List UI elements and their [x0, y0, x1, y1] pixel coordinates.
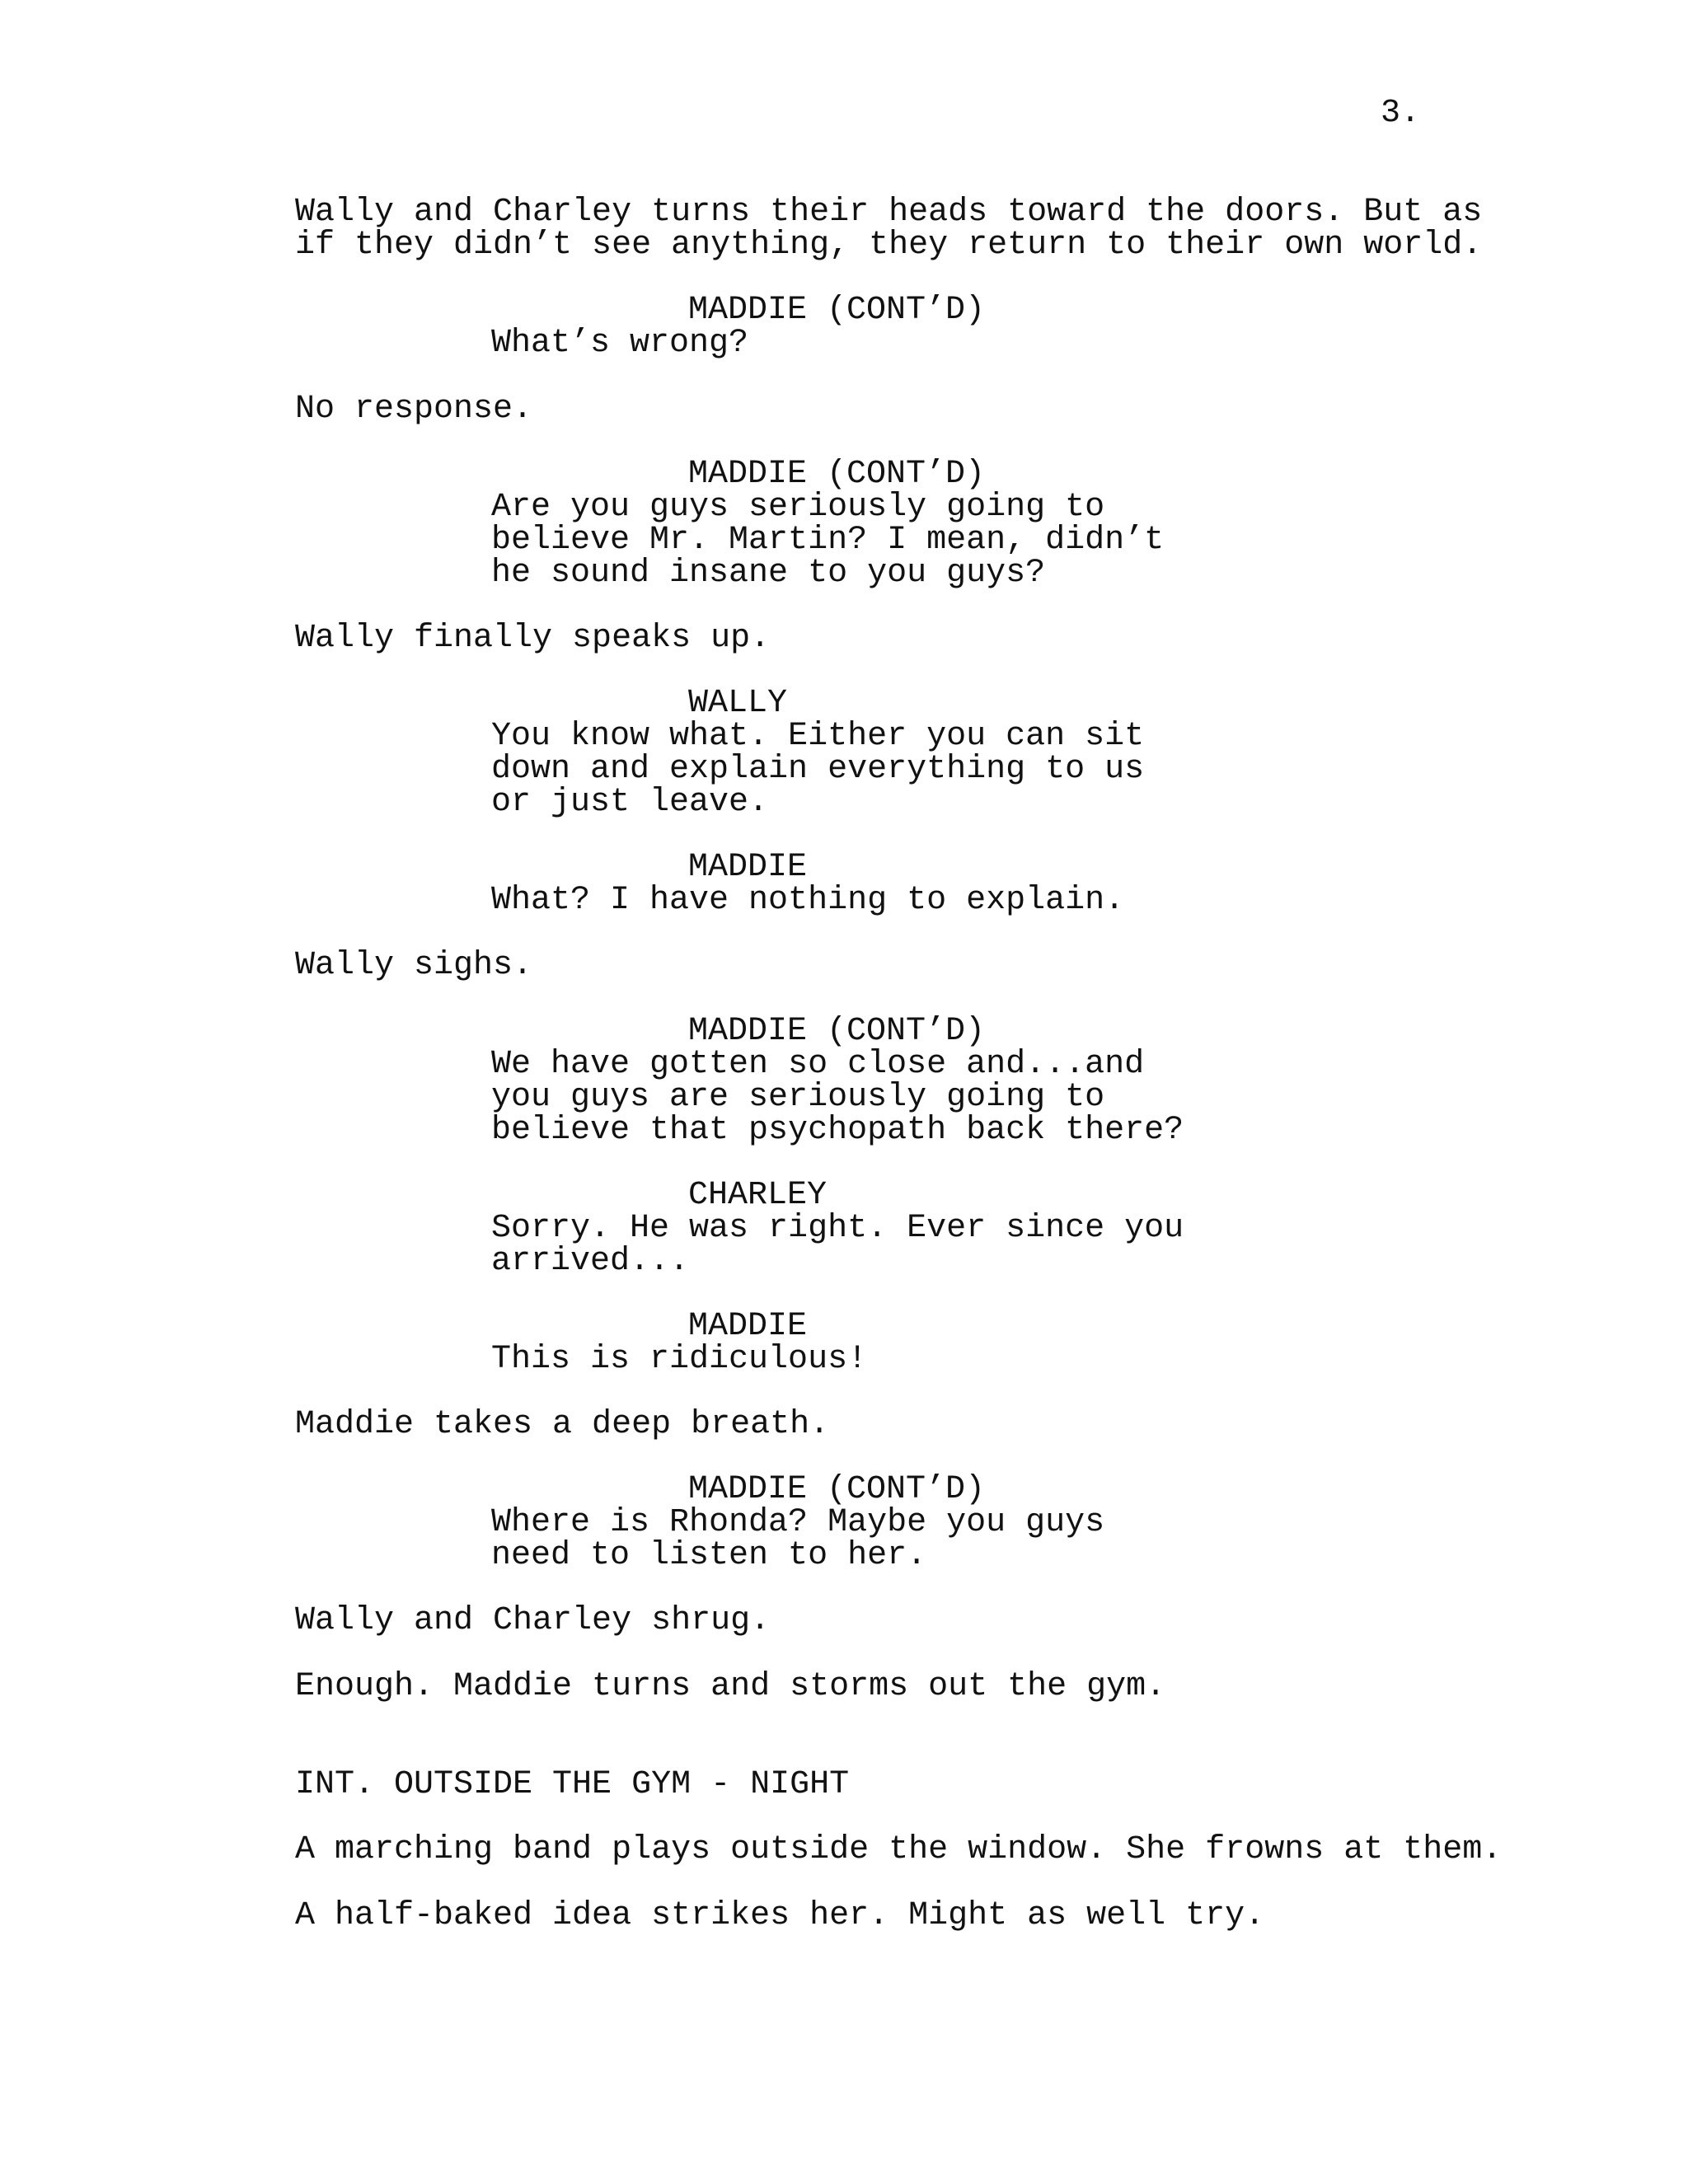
character-name: MADDIE (CONT’D) [688, 456, 986, 493]
dialogue-line: Where is Rhonda? Maybe you guys [491, 1504, 1105, 1541]
dialogue-line: need to listen to her. [491, 1537, 927, 1574]
dialogue-line: What? I have nothing to explain. [491, 882, 1125, 919]
dialogue-line: We have gotten so close and...and [491, 1046, 1145, 1083]
dialogue-line: arrived... [491, 1243, 690, 1280]
action-line: Wally finally speaks up. [295, 620, 771, 657]
page-number: 3. [1381, 95, 1421, 132]
action-line: A half-baked idea strikes her. Might as well try. [295, 1897, 1265, 1934]
dialogue-line: down and explain everything to us [491, 751, 1145, 788]
action-line: No response. [295, 391, 533, 428]
action-line: Wally and Charley shrug. [295, 1602, 771, 1639]
dialogue-line: Sorry. He was right. Ever since you [491, 1210, 1184, 1247]
dialogue-line: This is ridiculous! [491, 1341, 868, 1378]
action-line: if they didn’t see anything, they return to their own world. [295, 227, 1483, 264]
character-name: MADDIE [688, 1308, 808, 1345]
character-name: WALLY [688, 685, 788, 722]
scene-heading: INT. OUTSIDE THE GYM - NIGHT [295, 1766, 850, 1803]
dialogue-line: you guys are seriously going to [491, 1079, 1105, 1116]
action-line: Wally and Charley turns their heads toward the doors. But as [295, 194, 1483, 231]
dialogue-line: he sound insane to you guys? [491, 555, 1046, 592]
action-line: Wally sighs. [295, 947, 533, 984]
character-name: MADDIE [688, 849, 808, 886]
dialogue-line: You know what. Either you can sit [491, 718, 1145, 755]
character-name: MADDIE (CONT’D) [688, 1013, 986, 1050]
action-line: Maddie takes a deep breath. [295, 1406, 830, 1443]
character-name: MADDIE (CONT’D) [688, 1471, 986, 1508]
character-name: MADDIE (CONT’D) [688, 292, 986, 329]
character-name: CHARLEY [688, 1177, 828, 1214]
dialogue-line: believe Mr. Martin? I mean, didn’t [491, 522, 1165, 559]
dialogue-line: Are you guys seriously going to [491, 489, 1105, 526]
dialogue-line: What’s wrong? [491, 325, 749, 362]
dialogue-line: or just leave. [491, 784, 769, 821]
action-line: A marching band plays outside the window. She frowns at them. [295, 1831, 1503, 1868]
action-line: Enough. Maddie turns and storms out the gym. [295, 1668, 1166, 1705]
dialogue-line: believe that psychopath back there? [491, 1112, 1184, 1149]
